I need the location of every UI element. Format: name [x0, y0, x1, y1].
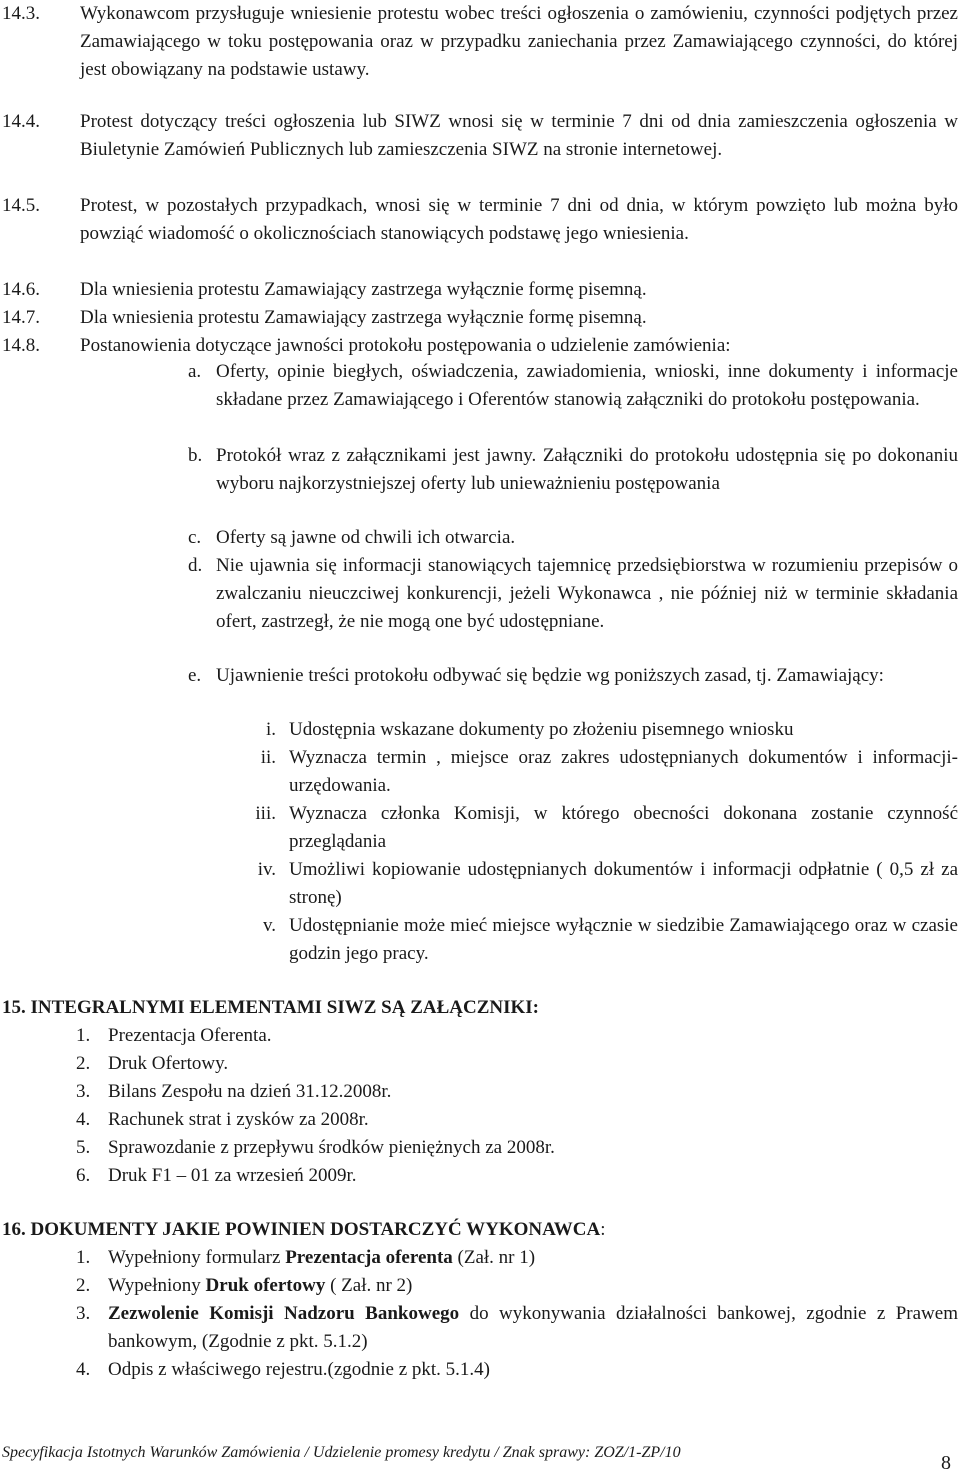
list-label: d. — [188, 555, 203, 576]
section-number: 14.5. — [2, 195, 40, 216]
section-number: 14.4. — [2, 111, 40, 132]
item-text-plain: do wykonywania działalności bankowej, zgodnie z Prawem bankowym, (Zgodnie z pkt. 5.1.2) — [108, 1303, 958, 1352]
item-text-bold: Zezwolenie Komisji Nadzoru Bankowego — [108, 1303, 460, 1324]
roman-item-text: Udostępnianie może mieć miejsce wyłącznie w siedzibie Zamawiającego oraz w czasie godzin jego pracy. — [289, 915, 958, 964]
list-number: 2. — [76, 1053, 91, 1074]
section-text: Wykonawcom przysługuje wniesienie protestu wobec treści ogłoszenia o zamówieniu, czynności podjętych przez Zamawiającego w toku postępowania oraz w przypadku zaniechania przez Zamawiającego czynności, do której jest obowiązany na podstawie ustawy. — [80, 3, 958, 80]
section-number: 14.3. — [2, 3, 40, 24]
page-number: 8 — [941, 1452, 951, 1474]
roman-item-text: Umożliwi kopiowanie udostępnianych dokumentów i informacji odpłatnie ( 0,5 zł za stronę) — [289, 859, 958, 908]
item-text-plain: (Zał. nr 1) — [452, 1247, 536, 1268]
list-label: e. — [188, 665, 202, 686]
item-text-plain: ( Zał. nr 2) — [325, 1275, 413, 1296]
section-heading-colon: : — [600, 1219, 606, 1240]
list-number: 3. — [76, 1081, 91, 1102]
list-item-text: Rachunek strat i zysków za 2008r. — [108, 1109, 369, 1130]
list-item-text: Bilans Zespołu na dzień 31.12.2008r. — [108, 1081, 392, 1102]
section-text: Protest dotyczący treści ogłoszenia lub SIWZ wnosi się w terminie 7 dni od dnia zamieszczenia ogłoszenia w Biuletynie Zamówień Publicznych lub zamieszczenia SIWZ na stronie internetowej. — [80, 111, 958, 160]
section-heading — [2, 1216, 605, 1244]
list-label: a. — [188, 361, 202, 382]
roman-label: iv. — [257, 859, 276, 880]
item-text-bold: Prezentacja oferenta — [285, 1247, 453, 1268]
section-number: 14.8. — [2, 335, 40, 356]
item-text-bold: Druk ofertowy — [205, 1275, 326, 1296]
item-text-plain: Odpis z właściwego rejestru.(zgodnie z pkt. 5.1.4) — [108, 1359, 491, 1380]
section-text: Postanowienia dotyczące jawności protokołu postępowania o udzielenie zamówienia: — [80, 335, 731, 356]
list-number: 2. — [76, 1275, 91, 1296]
list-item-text: Ujawnienie treści protokołu odbywać się będzie wg poniższych zasad, tj. Zamawiający: — [216, 665, 884, 686]
roman-label: ii. — [260, 747, 276, 768]
list-number: 6. — [76, 1165, 91, 1186]
page-footer: Specyfikacja Istotnych Warunków Zamówienia / Udzielenie promesy kredytu / Znak sprawy: ZOZ/1-ZP/10 — [2, 1444, 681, 1461]
roman-label: i. — [265, 719, 276, 740]
list-item-text — [108, 1272, 412, 1300]
list-number: 1. — [76, 1247, 91, 1268]
list-number: 1. — [76, 1025, 91, 1046]
list-item-text: Protokół wraz z załącznikami jest jawny. Załączniki do protokołu udostępnia się po dokonaniu wyboru najkorzystniejszej oferty lub unieważnieniu postępowania — [216, 445, 958, 494]
list-item-text: Oferty, opinie biegłych, oświadczenia, zawiadomienia, wnioski, inne dokumenty i informacje składane przez Zamawiającego i Oferentów stanowią załączniki do protokołu postępowania. — [216, 361, 958, 410]
item-text-plain: Wypełniony formularz — [108, 1247, 286, 1268]
roman-label: iii. — [255, 803, 276, 824]
list-label: b. — [188, 445, 203, 466]
list-item-text: Druk F1 – 01 za wrzesień 2009r. — [108, 1165, 357, 1186]
list-number: 4. — [76, 1359, 91, 1380]
roman-item-text: Wyznacza członka Komisji, w którego obecności dokonana zostanie czynność przeglądania — [289, 803, 958, 852]
list-number: 3. — [76, 1303, 91, 1324]
list-item-text: Druk Ofertowy. — [108, 1053, 229, 1074]
section-text: Protest, w pozostałych przypadkach, wnosi się w terminie 7 dni od dnia, w którym powzięto lub można było powziąć wiadomość o okolicznościach stanowiących podstawę jego wniesienia. — [80, 195, 958, 244]
list-label: c. — [188, 527, 202, 548]
list-item-text — [108, 1244, 535, 1272]
list-item-text — [108, 1300, 958, 1356]
section-heading: 15. INTEGRALNYMI ELEMENTAMI SIWZ SĄ ZAŁĄCZNIKI: — [2, 997, 540, 1018]
section-number: 14.7. — [2, 307, 40, 328]
roman-label: v. — [262, 915, 276, 936]
section-text: Dla wniesienia protestu Zamawiający zastrzega wyłącznie formę pisemną. — [80, 307, 647, 328]
roman-item-text: Udostępnia wskazane dokumenty po złożeniu pisemnego wniosku — [289, 719, 794, 740]
list-item-text: Sprawozdanie z przepływu środków pieniężnych za 2008r. — [108, 1137, 555, 1158]
list-number: 4. — [76, 1109, 91, 1130]
list-item-text: Oferty są jawne od chwili ich otwarcia. — [216, 527, 516, 548]
list-number: 5. — [76, 1137, 91, 1158]
roman-item-text: Wyznacza termin , miejsce oraz zakres udostępnianych dokumentów i informacji-urzędowania. — [289, 747, 958, 796]
section-text: Dla wniesienia protestu Zamawiający zastrzega wyłącznie formę pisemną. — [80, 279, 647, 300]
list-item-text: Prezentacja Oferenta. — [108, 1025, 272, 1046]
section-heading-text: 16. DOKUMENTY JAKIE POWINIEN DOSTARCZYĆ WYKONAWCA — [2, 1219, 601, 1240]
list-item-text: Nie ujawnia się informacji stanowiących tajemnicę przedsiębiorstwa w rozumieniu przepisów o zwalczaniu nieuczciwej konkurencji, jeżeli Wykonawca , nie później niż w terminie składania ofert, zastrzegł, że nie mogą one być udostępniane. — [216, 555, 958, 632]
item-text-plain: Wypełniony — [108, 1275, 206, 1296]
list-item-text — [108, 1356, 490, 1384]
section-number: 14.6. — [2, 279, 40, 300]
